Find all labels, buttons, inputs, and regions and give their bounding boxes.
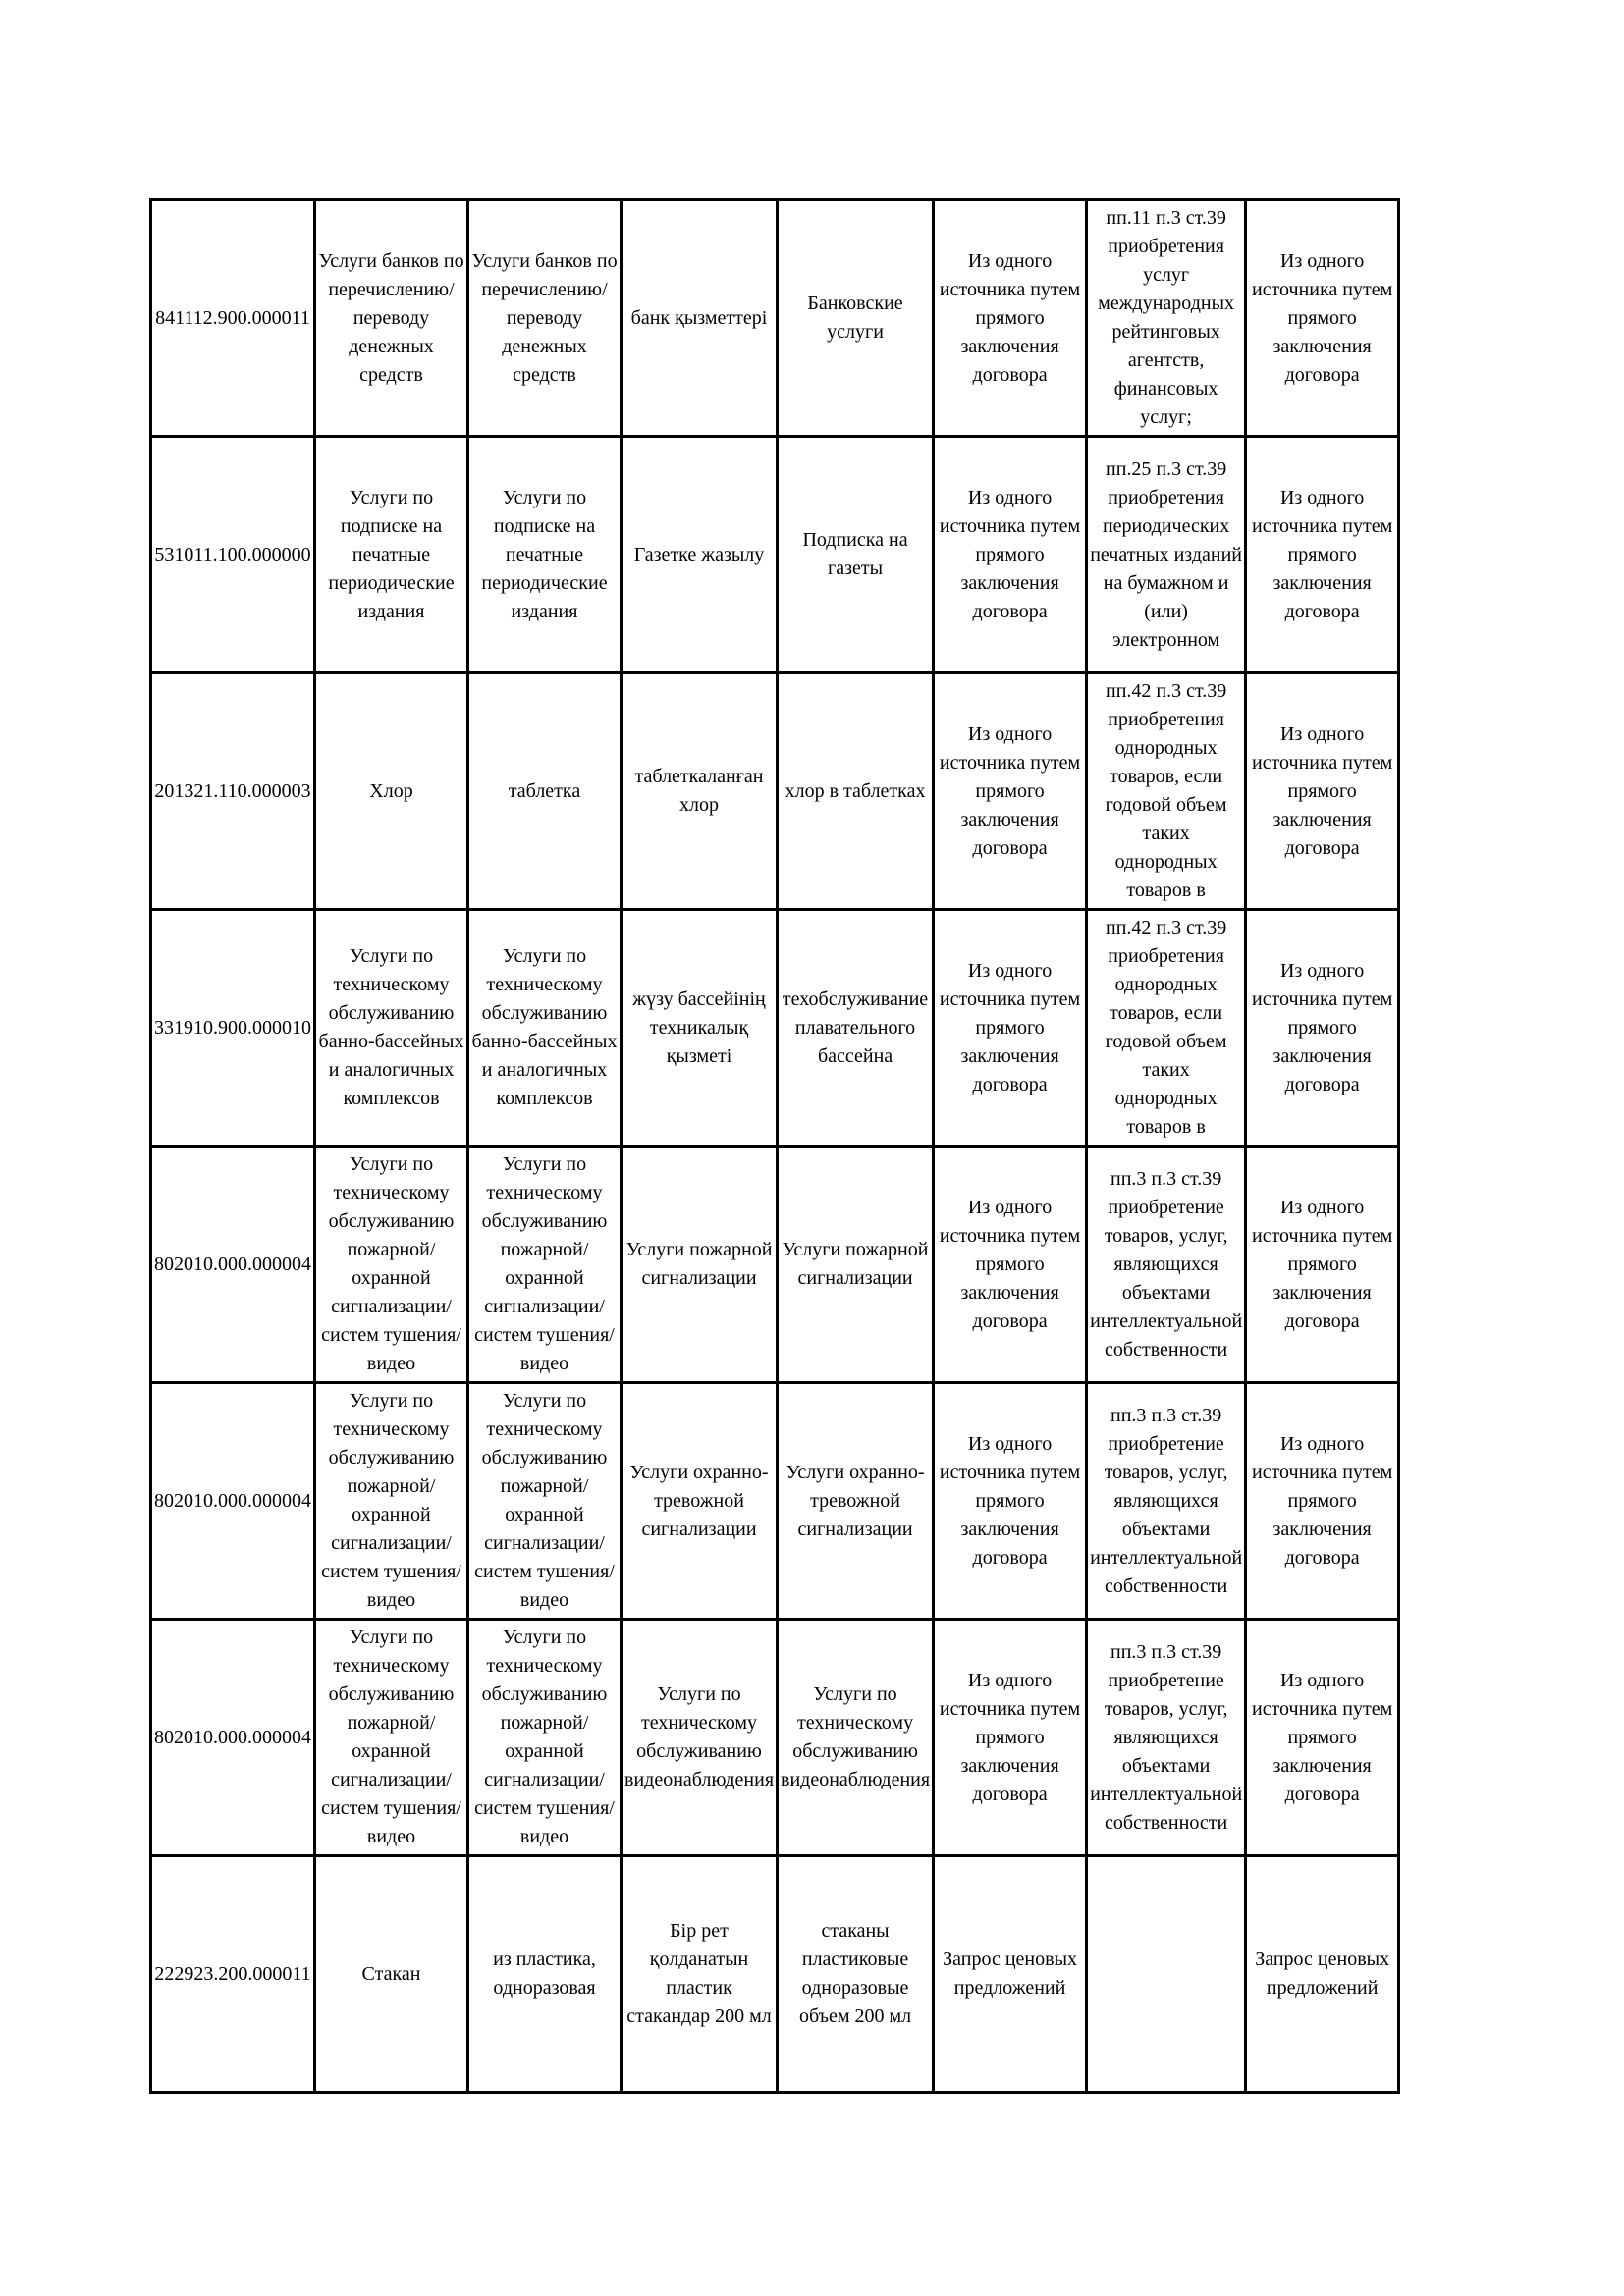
description-ru-cell: хлор в таблетках [778,673,934,910]
description-ru-cell: Подписка на газеты [778,437,934,673]
legal-basis-cell: пп.42 п.3 ст.39 приобретения однородных товаров, если годовой объем таких однородных товаров в [1087,910,1246,1147]
description-ru-cell: техобслуживание плавательного бассейна [778,910,934,1147]
name-ru-cell: Услуги по подписке на печатные периодические издания [315,437,468,673]
characteristic-ru-cell: Услуги по техническому обслуживанию пожарной/охранной сигнализации/ систем тушения/видео [468,1620,622,1856]
procurement-method-2-cell: Из одного источника путем прямого заключения договора [1246,910,1399,1147]
name-ru-cell: Услуги банков по перечислению/ переводу денежных средств [315,200,468,437]
legal-basis-cell: пп.3 п.3 ст.39 приобретение товаров, услуг, являющихся объектами интеллектуальной собственности [1087,1620,1246,1856]
description-kz-cell: жүзу бассейінің техникалық қызметі [622,910,778,1147]
name-ru-cell: Хлор [315,673,468,910]
procurement-method-2-cell: Из одного источника путем прямого заключения договора [1246,673,1399,910]
legal-basis-cell: пп.3 п.3 ст.39 приобретение товаров, услуг, являющихся объектами интеллектуальной собственности [1087,1383,1246,1620]
description-ru-cell: стаканы пластиковые одноразовые объем 200 мл [778,1856,934,2093]
table-row [151,1147,1399,1383]
name-ru-cell: Услуги по техническому обслуживанию пожарной/охранной сигнализации/ систем тушения/видео [315,1147,468,1383]
table-row [151,200,1399,437]
description-ru-cell: Услуги по техническому обслуживанию видеонаблюдения [778,1620,934,1856]
legal-basis-cell: пп.11 п.3 ст.39 приобретения услуг международных рейтинговых агентств, финансовых услуг; [1087,200,1246,437]
table-row [151,673,1399,910]
procurement-method-cell: Из одного источника путем прямого заключения договора [934,1147,1087,1383]
code-cell: 331910.900.000010 [151,910,315,1147]
description-ru-cell: Услуги охранно-тревожной сигнализации [778,1383,934,1620]
description-kz-cell: Услуги по техническому обслуживанию видеонаблюдения [622,1620,778,1856]
procurement-method-2-cell: Из одного источника путем прямого заключения договора [1246,1383,1399,1620]
table-row [151,437,1399,673]
legal-basis-cell: пп.3 п.3 ст.39 приобретение товаров, услуг, являющихся объектами интеллектуальной собственности [1087,1147,1246,1383]
description-ru-cell: Услуги пожарной сигнализации [778,1147,934,1383]
name-ru-cell: Услуги по техническому обслуживанию банно-бассейных и аналогичных комплексов [315,910,468,1147]
procurement-method-cell: Из одного источника путем прямого заключения договора [934,1620,1087,1856]
characteristic-ru-cell: Услуги банков по перечислению/ переводу денежных средств [468,200,622,437]
code-cell: 802010.000.000004 [151,1383,315,1620]
description-ru-cell: Банковские услуги [778,200,934,437]
name-ru-cell: Услуги по техническому обслуживанию пожарной/охранной сигнализации/ систем тушения/видео [315,1383,468,1620]
procurement-method-cell: Из одного источника путем прямого заключения договора [934,437,1087,673]
procurement-method-2-cell: Из одного источника путем прямого заключения договора [1246,437,1399,673]
code-cell: 802010.000.000004 [151,1147,315,1383]
code-cell: 201321.110.000003 [151,673,315,910]
characteristic-ru-cell: таблетка [468,673,622,910]
procurement-method-cell: Из одного источника путем прямого заключения договора [934,200,1087,437]
characteristic-ru-cell: Услуги по подписке на печатные периодические издания [468,437,622,673]
legal-basis-cell [1087,1856,1246,2093]
characteristic-ru-cell: из пластика, одноразовая [468,1856,622,2093]
description-kz-cell: таблеткаланған хлор [622,673,778,910]
code-cell: 222923.200.000011 [151,1856,315,2093]
description-kz-cell: Газетке жазылу [622,437,778,673]
characteristic-ru-cell: Услуги по техническому обслуживанию пожарной/охранной сигнализации/ систем тушения/видео [468,1147,622,1383]
characteristic-ru-cell: Услуги по техническому обслуживанию пожарной/охранной сигнализации/ систем тушения/видео [468,1383,622,1620]
procurement-method-cell: Из одного источника путем прямого заключения договора [934,673,1087,910]
procurement-method-2-cell: Из одного источника путем прямого заключения договора [1246,200,1399,437]
name-ru-cell: Услуги по техническому обслуживанию пожарной/охранной сигнализации/ систем тушения/видео [315,1620,468,1856]
code-cell: 802010.000.000004 [151,1620,315,1856]
table-row [151,910,1399,1147]
table-row [151,1620,1399,1856]
procurement-method-2-cell: Из одного источника путем прямого заключения договора [1246,1147,1399,1383]
description-kz-cell: Бір рет қолданатын пластик стакандар 200 мл [622,1856,778,2093]
name-ru-cell: Стакан [315,1856,468,2093]
description-kz-cell: Услуги пожарной сигнализации [622,1147,778,1383]
procurement-method-2-cell: Из одного источника путем прямого заключения договора [1246,1620,1399,1856]
code-cell: 531011.100.000000 [151,437,315,673]
legal-basis-cell: пп.42 п.3 ст.39 приобретения однородных товаров, если годовой объем таких однородных товаров в [1087,673,1246,910]
procurement-table [149,198,1400,2094]
procurement-method-cell: Из одного источника путем прямого заключения договора [934,1383,1087,1620]
table-row [151,1856,1399,2093]
description-kz-cell: Услуги охранно-тревожной сигнализации [622,1383,778,1620]
procurement-method-cell: Из одного источника путем прямого заключения договора [934,910,1087,1147]
code-cell: 841112.900.000011 [151,200,315,437]
characteristic-ru-cell: Услуги по техническому обслуживанию банно-бассейных и аналогичных комплексов [468,910,622,1147]
procurement-method-cell: Запрос ценовых предложений [934,1856,1087,2093]
legal-basis-cell: пп.25 п.3 ст.39 приобретения периодических печатных изданий на бумажном и (или) электронном [1087,437,1246,673]
table-row [151,1383,1399,1620]
description-kz-cell: банк қызметтері [622,200,778,437]
procurement-method-2-cell: Запрос ценовых предложений [1246,1856,1399,2093]
